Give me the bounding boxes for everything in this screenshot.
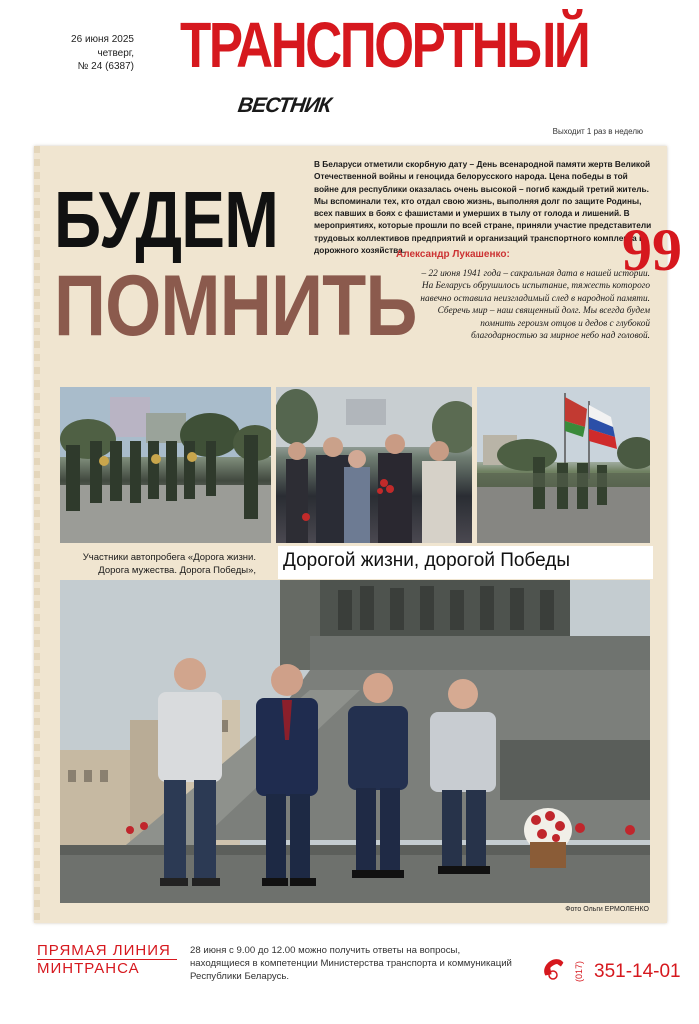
newspaper-title: ТРАНСПОРТНЫЙ xyxy=(180,9,589,81)
photo-military-band xyxy=(60,387,271,543)
issue-number: № 24 (6387) xyxy=(77,61,134,72)
hotline-divider xyxy=(37,959,177,960)
phone-icon xyxy=(536,951,568,983)
issue-date: 26 июня 2025 xyxy=(71,34,134,45)
officials-illustration xyxy=(276,387,472,543)
lead-paragraph: В Беларуси отметили скорбную дату – День всенародной памяти жертв Великой Отечественной войны и геноцида белорусского народа. Цена победы в той войне для республики оказалась очень высокой – погиб каждый третий житель. Мы вспоминали тех, кто отдал свою жизнь, выполняя долг по защите Родины, всех павших в боях с фашистами и умерших в тылу от голода и лишений. В мероприятиях, которые прошли по всей стране, приняли участие представители трудовых коллективов предприятий и организаций транспортного комплекса и дорожного хозяйства. xyxy=(314,159,652,256)
hotline-title-line2: МИНТРАНСА xyxy=(37,960,140,977)
photo-caption: Участники автопробега «Дорога жизни. Дорога мужества. Дорога Победы», xyxy=(60,551,256,655)
phone-code: (017) xyxy=(574,960,584,982)
hotline-title-line1: ПРЯМАЯ ЛИНИЯ xyxy=(37,942,171,959)
newspaper-subtitle: ВЕСТНИК xyxy=(236,94,333,117)
phone-number: 351-14-01 xyxy=(594,961,681,982)
torn-edge xyxy=(34,146,40,923)
quote-author: Александр Лукашенко: xyxy=(396,249,510,260)
hotline-title xyxy=(37,942,171,978)
monument-illustration xyxy=(60,580,650,903)
publication-frequency: Выходит 1 раз в неделю xyxy=(552,127,643,136)
hotline-text: 28 июня с 9.00 до 12.00 можно получить ответы на вопросы, находящиеся в компетенции Министерства транспорта и коммуникаций Республики Беларусь. xyxy=(190,945,512,982)
photo-flag-parade xyxy=(477,387,650,543)
photo-monument xyxy=(60,580,650,903)
photo-credit: Фото Ольги ЕРМОЛЕНКО xyxy=(565,906,649,913)
headline-line1: БУДЕМ xyxy=(54,175,279,264)
headline-line2: ПОМНИТЬ xyxy=(54,258,417,354)
quote-mark-icon: 99 xyxy=(622,217,682,283)
flag-parade-illustration xyxy=(477,387,650,543)
photo-officials xyxy=(276,387,472,543)
military-band-illustration xyxy=(60,387,271,543)
subheadline: Дорогой жизни, дорогой Победы xyxy=(283,550,570,571)
quote-text: – 22 июня 1941 года – сакральная дата в нашей истории. На Беларусь обрушилось испытание, тяжесть которого навечно оставила неизгладимый след в народной памяти. Сберечь мир – наш священный долг. Мы всегда будем помнить героизм отцов и дедов с глубокой благодарностью за мирное небо над головой. xyxy=(420,269,650,342)
issue-weekday: четверг, xyxy=(97,47,134,59)
issue-info xyxy=(52,33,134,74)
